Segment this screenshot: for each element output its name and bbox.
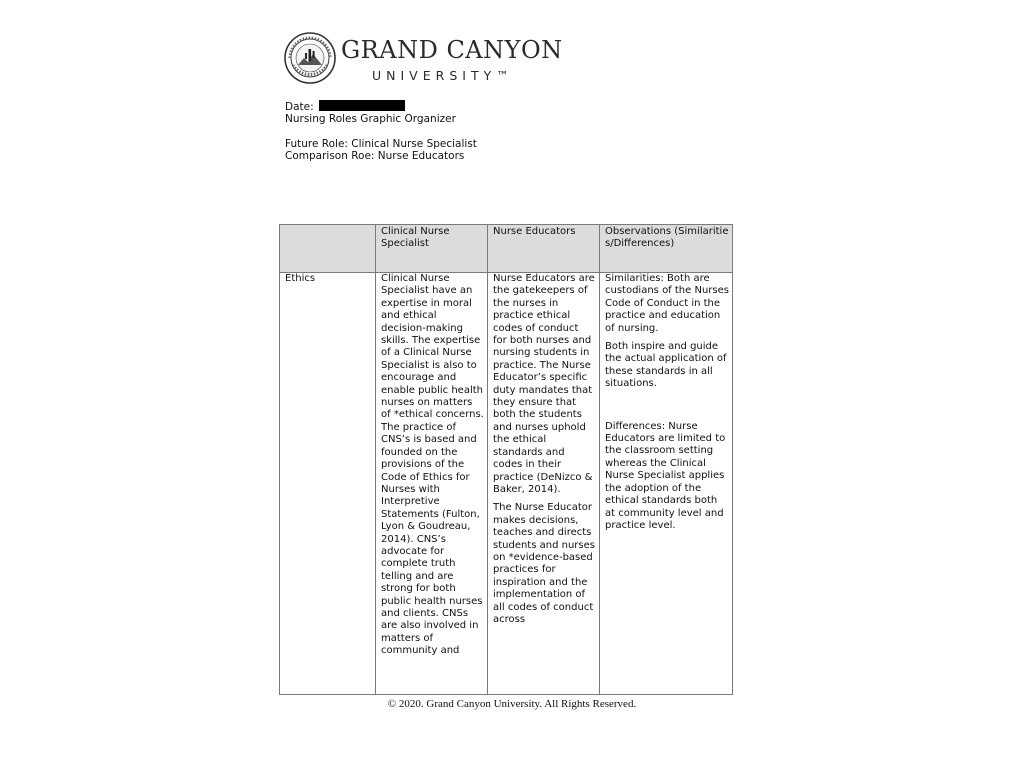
copyright-footer: © 2020. Grand Canyon University. All Rights Reserved. bbox=[387, 698, 637, 710]
organizer-title: Nursing Roles Graphic Organizer bbox=[285, 113, 456, 125]
cell-observations-ethics bbox=[605, 273, 729, 693]
table-border-right bbox=[732, 224, 733, 695]
comparison-table bbox=[279, 224, 733, 695]
logo-wordmark-line2: UNIVERSITY™ bbox=[372, 68, 514, 83]
date-line bbox=[285, 100, 405, 114]
column-divider-1 bbox=[375, 224, 376, 695]
column-divider-3 bbox=[599, 224, 600, 695]
header-cell-educators: Nurse Educators bbox=[493, 226, 576, 237]
header-cell-observations: Observations (Similarities/Differences) bbox=[605, 226, 729, 250]
cell-educators-ethics bbox=[493, 273, 595, 693]
university-seal-icon bbox=[284, 32, 336, 84]
column-divider-2 bbox=[487, 224, 488, 695]
observations-differences: Differences: Nurse Educators are limited to the classroom setting whereas the Clinical Nurse Specialist applies the adoption of the ethical standards both at community level and practice level. bbox=[605, 420, 726, 531]
future-role: Future Role: Clinical Nurse Specialist bbox=[285, 138, 477, 150]
comparison-role: Comparison Roe: Nurse Educators bbox=[285, 150, 465, 162]
header-cell-cns: Clinical Nurse Specialist bbox=[381, 226, 450, 250]
educators-ethics-paragraph-2: The Nurse Educator makes decisions, teaches and directs students and nurses on *evidence-based practices for inspiration and the implementation of all codes of conduct across bbox=[493, 502, 595, 625]
cell-cns-ethics bbox=[381, 273, 484, 693]
educators-ethics-paragraph-1: Nurse Educators are the gatekeepers of the nurses in practice ethical codes of conduct for both nurses and nursing students in practice. The Nurse Educator’s specific duty mandates that they ensure that both the students and nurses uphold the ethical standards and codes in their practice (DeNizco & Baker, 2014). bbox=[493, 273, 595, 495]
cns-ethics-text: Clinical Nurse Specialist have an expertise in moral and ethical decision-making skills. The expertise of a Clinical Nurse Specialist is also to encourage and enable public health nurses on matters of *ethical concerns. The practice of CNS’s is based and founded on the provisions of the Code of Ethics for Nurses with Interpretive Statements (Fulton, Lyon & Goudreau, 2014). CNS’s advocate for complete truth telling and are strong for both public health nurses and clients. CNSs are also involved in matters of community and bbox=[381, 273, 484, 657]
date-label: Date: bbox=[285, 101, 314, 113]
table-border-bottom bbox=[279, 694, 733, 695]
row-label-ethics: Ethics bbox=[285, 273, 316, 284]
table-border-top bbox=[279, 224, 733, 225]
table-border-left bbox=[279, 224, 280, 695]
observations-similarities: Similarities: Both are custodians of the Nurses Code of Conduct in the practice and education of nursing. bbox=[605, 273, 729, 334]
observations-similarities-2: Both inspire and guide the actual application of these standards in all situations. bbox=[605, 341, 727, 390]
redacted-date bbox=[319, 100, 405, 111]
logo-wordmark-line1: GRAND CANYON bbox=[341, 36, 563, 64]
